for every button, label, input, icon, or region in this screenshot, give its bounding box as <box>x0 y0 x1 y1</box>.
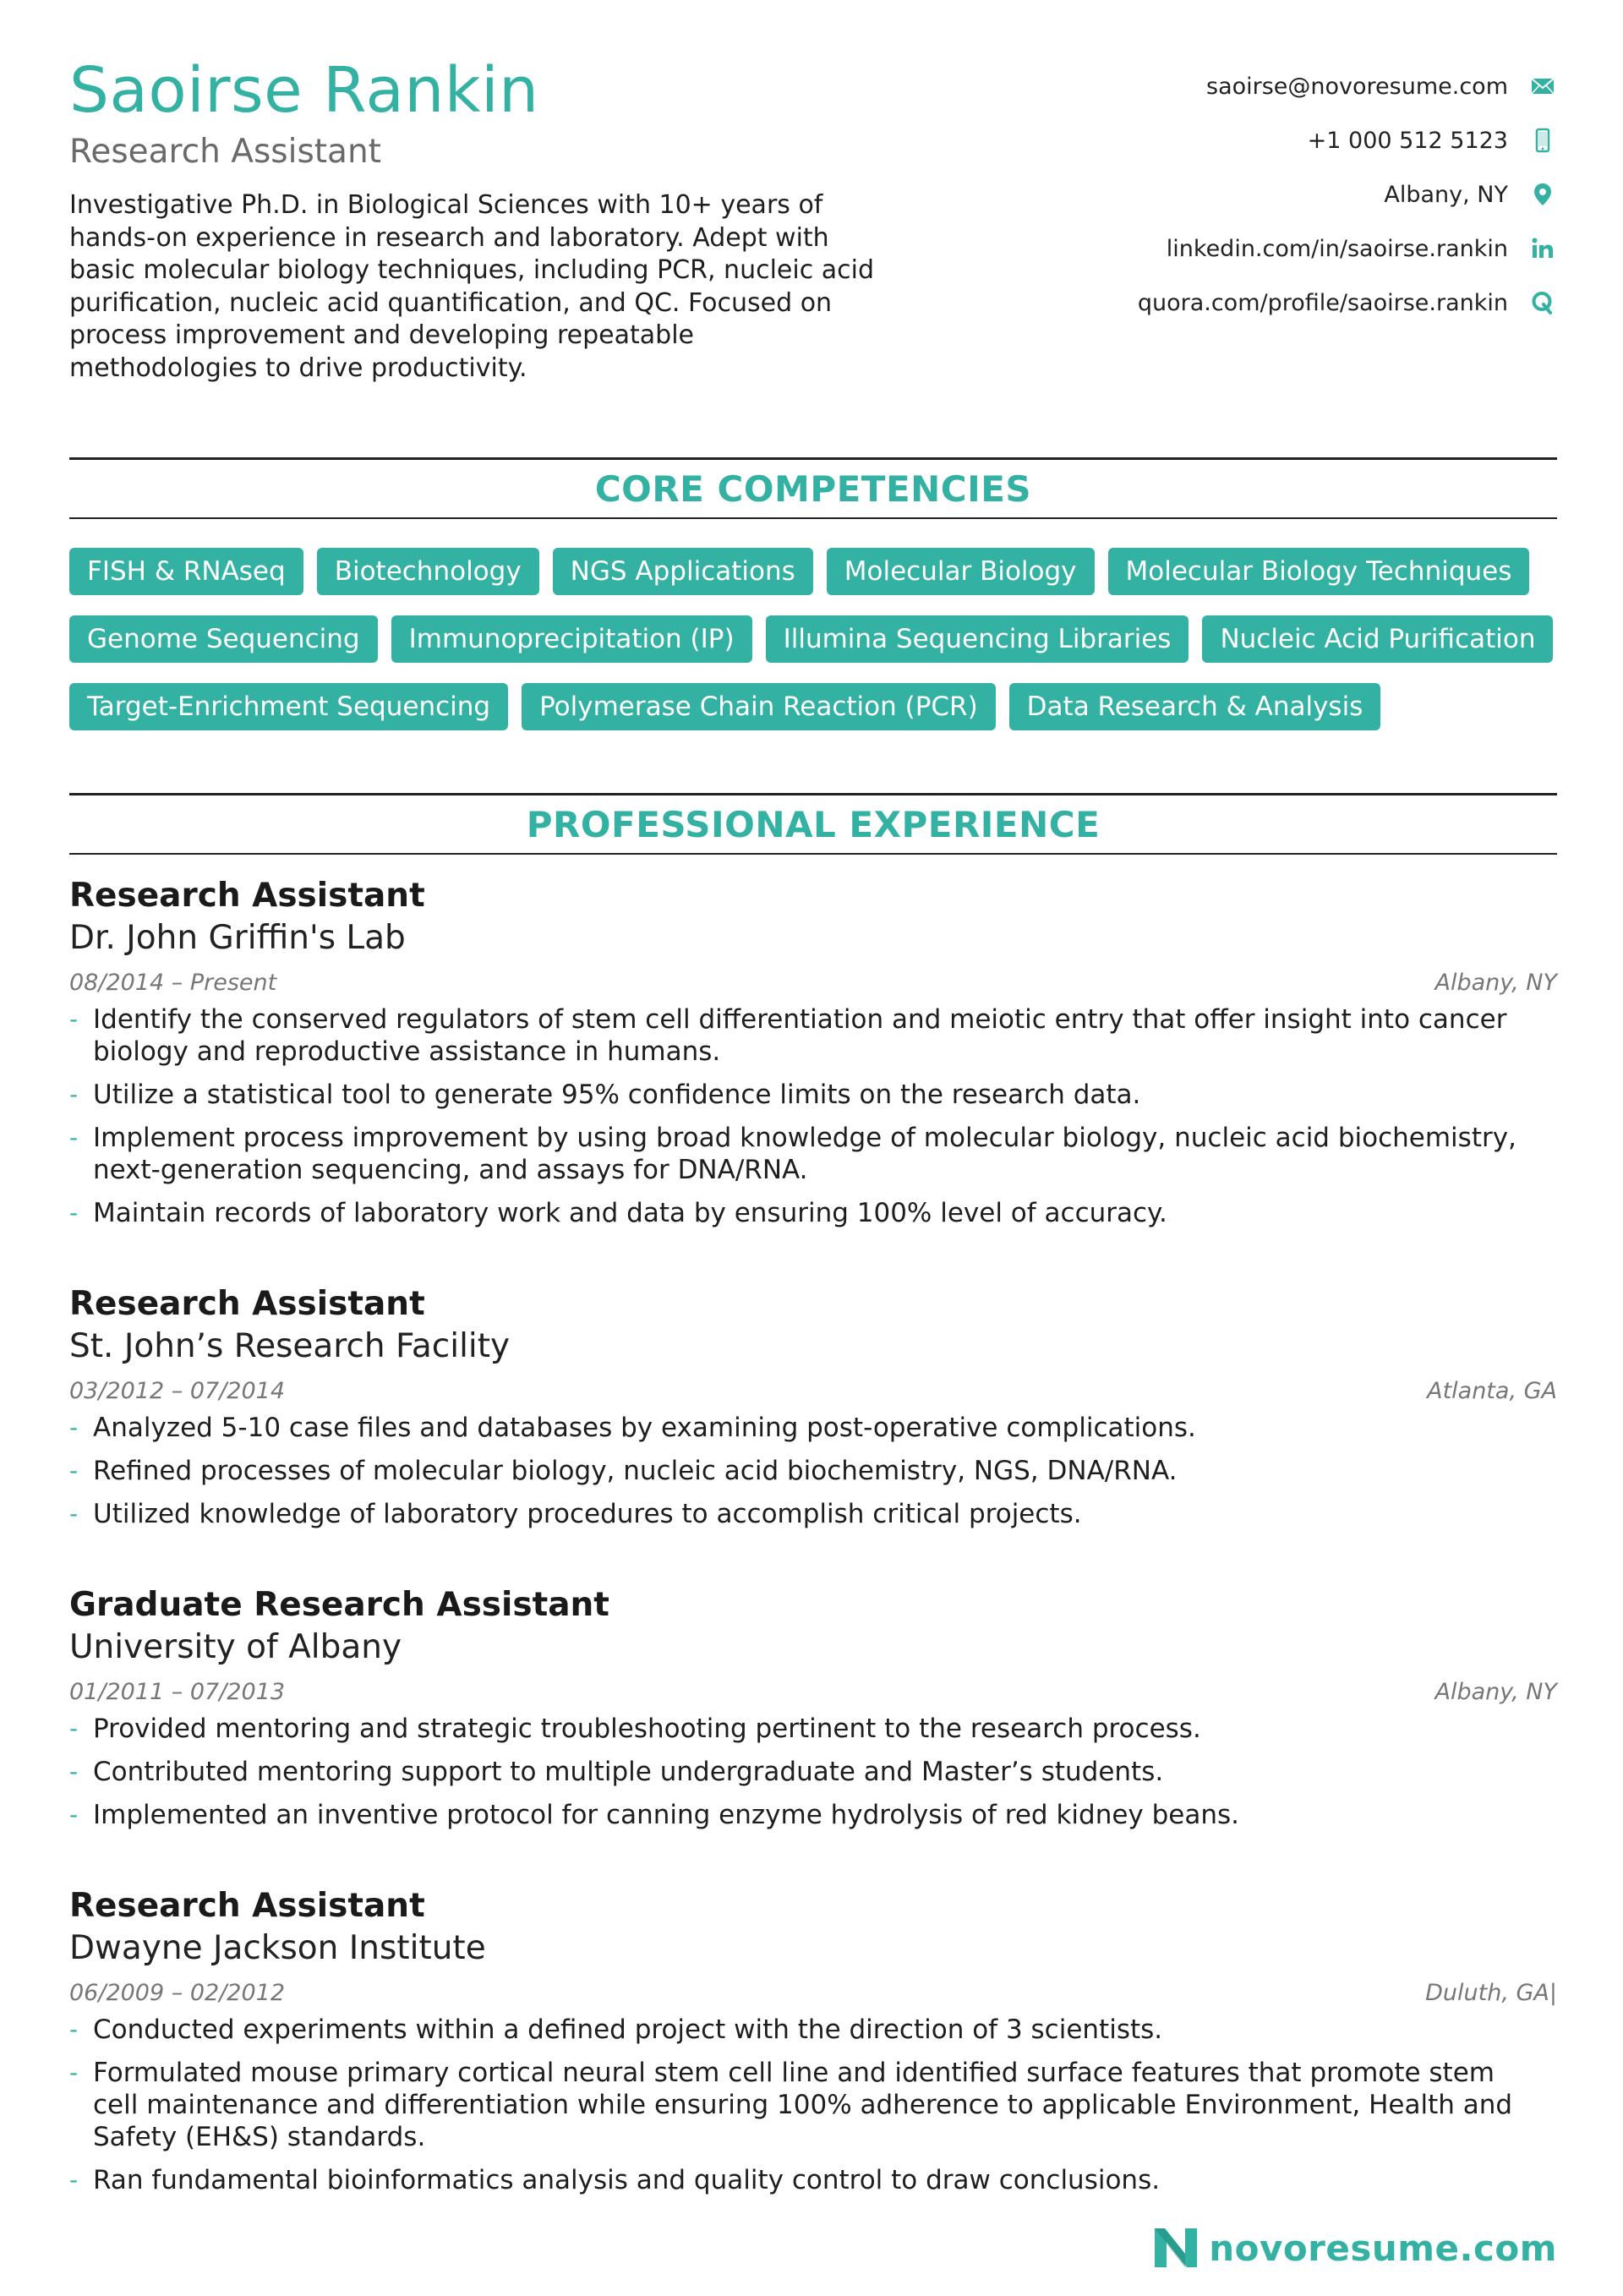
skill-tag: Nucleic Acid Purification <box>1202 615 1553 663</box>
bullet-item <box>69 1713 1547 1745</box>
section-title: CORE COMPETENCIES <box>594 467 1032 510</box>
bullet-text: Refined processes of molecular biology, nucleic acid biochemistry, NGS, DNA/RNA. <box>93 1456 1178 1486</box>
job-dates: 03/2012 – 07/2014 <box>69 1378 285 1404</box>
job-meta <box>69 1976 1557 2010</box>
job-entry <box>69 1885 1557 2207</box>
logo-text: novoresume.com <box>1209 2227 1557 2269</box>
skill-tag: Genome Sequencing <box>69 615 378 663</box>
contact-location <box>881 167 1557 221</box>
job-location: Albany, NY <box>1434 1679 1557 1705</box>
bullet-item <box>69 1197 1547 1229</box>
skill-tag: FISH & RNAseq <box>69 548 303 595</box>
skills-row <box>69 548 1557 595</box>
bullet-item <box>69 2164 1547 2196</box>
contact-linkedin[interactable] <box>881 221 1557 276</box>
contact-quora[interactable] <box>881 276 1557 330</box>
section-core-competencies <box>69 457 1557 519</box>
job-bullets <box>69 2014 1557 2196</box>
contact-email[interactable] <box>881 59 1557 113</box>
contact-info <box>881 59 1557 330</box>
job-entry <box>69 1584 1557 1842</box>
bullet-text: Implement process improvement by using broad knowledge of molecular biology, nucleic acid biochemistry, next-generation sequencing, and assays for DNA/RNA. <box>93 1123 1516 1185</box>
phone-icon <box>1528 126 1557 155</box>
job-title: Research Assistant <box>69 1887 425 1925</box>
candidate-name: Saoirse Rankin <box>69 54 539 127</box>
job-entry <box>69 1283 1557 1541</box>
linkedin-text[interactable]: linkedin.com/in/saoirse.rankin <box>1166 235 1508 262</box>
bullet-dash: - <box>69 1500 79 1528</box>
bullet-item <box>69 2014 1547 2046</box>
bullet-dash: - <box>69 1413 79 1441</box>
bullet-item <box>69 1799 1547 1831</box>
job-bullets <box>69 1003 1557 1229</box>
skill-tag: Biotechnology <box>317 548 539 595</box>
skill-tag: Illumina Sequencing Libraries <box>766 615 1189 663</box>
bullet-dash: - <box>69 2015 79 2043</box>
envelope-icon <box>1528 72 1557 101</box>
bullet-text: Utilized knowledge of laboratory procedures to accomplish critical projects. <box>93 1499 1082 1529</box>
bullet-item <box>69 1412 1547 1444</box>
bullet-text: Identify the conserved regulators of stem cell differentiation and meiotic entry that offer insight into cancer biology and reproductive assistance in humans. <box>93 1004 1507 1067</box>
bullet-text: Utilize a statistical tool to generate 95% confidence limits on the research data. <box>93 1080 1141 1110</box>
bullet-item <box>69 1756 1547 1788</box>
skill-tag: Target-Enrichment Sequencing <box>69 683 508 730</box>
bullet-item <box>69 1498 1547 1530</box>
bullet-text: Contributed mentoring support to multiple undergraduate and Master’s students. <box>93 1757 1164 1787</box>
skill-tag: NGS Applications <box>553 548 813 595</box>
bullet-dash: - <box>69 2058 79 2086</box>
bullet-item <box>69 1079 1547 1111</box>
bullet-text: Implemented an inventive protocol for canning enzyme hydrolysis of red kidney beans. <box>93 1800 1240 1830</box>
job-meta <box>69 1375 1557 1408</box>
job-entry <box>69 875 1557 1240</box>
job-company: St. John’s Research Facility <box>69 1327 511 1365</box>
summary: Investigative Ph.D. in Biological Sciences with 10+ years of hands-on experience in research and laboratory. Adept with basic molecular biology techniques, including PCR, nucleic acid purification, nucleic acid quantification, and QC. Focused on process improvement and developing repeatable methodologies to drive productivity. <box>69 190 874 383</box>
job-bullets <box>69 1412 1557 1530</box>
skills-row <box>69 683 1557 730</box>
novoresume-logo[interactable] <box>1151 2225 1557 2271</box>
job-dates: 06/2009 – 02/2012 <box>69 1980 285 2006</box>
skills-list <box>69 548 1557 751</box>
bullet-text: Provided mentoring and strategic troubleshooting pertinent to the research process. <box>93 1714 1201 1744</box>
bullet-dash: - <box>69 1199 79 1227</box>
skill-tag: Immunoprecipitation (IP) <box>391 615 752 663</box>
job-bullets <box>69 1713 1557 1831</box>
job-title: Research Assistant <box>69 877 425 915</box>
bullet-text: Maintain records of laboratory work and data by ensuring 100% level of accuracy. <box>93 1198 1167 1228</box>
job-company: Dr. John Griffin's Lab <box>69 919 406 957</box>
bullet-text: Analyzed 5-10 case files and databases by examining post-operative complications. <box>93 1413 1196 1443</box>
job-company: University of Albany <box>69 1628 402 1666</box>
job-meta <box>69 966 1557 1000</box>
email-text[interactable]: saoirse@novoresume.com <box>1206 73 1508 100</box>
bullet-text: Ran fundamental bioinformatics analysis and quality control to draw conclusions. <box>93 2165 1161 2195</box>
phone-text[interactable]: +1 000 512 5123 <box>1307 127 1508 154</box>
resume-page <box>69 0 1557 2296</box>
bullet-item <box>69 1122 1547 1186</box>
job-dates: 08/2014 – Present <box>69 970 277 996</box>
job-location: Atlanta, GA <box>1427 1378 1557 1404</box>
job-dates: 01/2011 – 07/2013 <box>69 1679 285 1705</box>
contact-phone[interactable] <box>881 113 1557 167</box>
bullet-item <box>69 1003 1547 1068</box>
bullet-item <box>69 1455 1547 1487</box>
bullet-dash: - <box>69 2166 79 2194</box>
skills-row <box>69 615 1557 663</box>
quora-text[interactable]: quora.com/profile/saoirse.rankin <box>1137 289 1508 316</box>
location-text: Albany, NY <box>1384 181 1508 208</box>
bullet-dash: - <box>69 1123 79 1151</box>
bullet-dash: - <box>69 1457 79 1484</box>
job-location: Duluth, GA| <box>1425 1980 1557 2006</box>
job-title: Research Assistant <box>69 1285 425 1323</box>
section-title: PROFESSIONAL EXPERIENCE <box>526 803 1101 845</box>
bullet-dash: - <box>69 1080 79 1108</box>
bullet-text: Conducted experiments within a defined project with the direction of 3 scientists. <box>93 2014 1163 2045</box>
skill-tag: Molecular Biology Techniques <box>1108 548 1530 595</box>
section-professional-experience <box>69 793 1557 855</box>
bullet-text: Formulated mouse primary cortical neural stem cell line and identified surface features that promote stem cell maintenance and differentiation while ensuring 100% adherence to applicable Environment, Health and Safety (EH&S) standards. <box>93 2058 1513 2152</box>
job-location: Albany, NY <box>1434 970 1557 996</box>
bullet-dash: - <box>69 1005 79 1033</box>
bullet-item <box>69 2057 1547 2153</box>
skill-tag: Data Research & Analysis <box>1009 683 1381 730</box>
map-pin-icon <box>1528 180 1557 209</box>
bullet-dash: - <box>69 1801 79 1829</box>
header <box>69 52 881 385</box>
skill-tag: Molecular Biology <box>827 548 1095 595</box>
linkedin-icon <box>1528 234 1557 263</box>
novoresume-logo-icon <box>1151 2225 1200 2271</box>
job-company: Dwayne Jackson Institute <box>69 1929 486 1967</box>
job-title: Graduate Research Assistant <box>69 1586 609 1624</box>
quora-icon <box>1528 288 1557 317</box>
bullet-dash: - <box>69 1758 79 1785</box>
job-meta <box>69 1676 1557 1709</box>
candidate-role: Research Assistant <box>69 133 381 171</box>
bullet-dash: - <box>69 1714 79 1742</box>
skill-tag: Polymerase Chain Reaction (PCR) <box>522 683 996 730</box>
